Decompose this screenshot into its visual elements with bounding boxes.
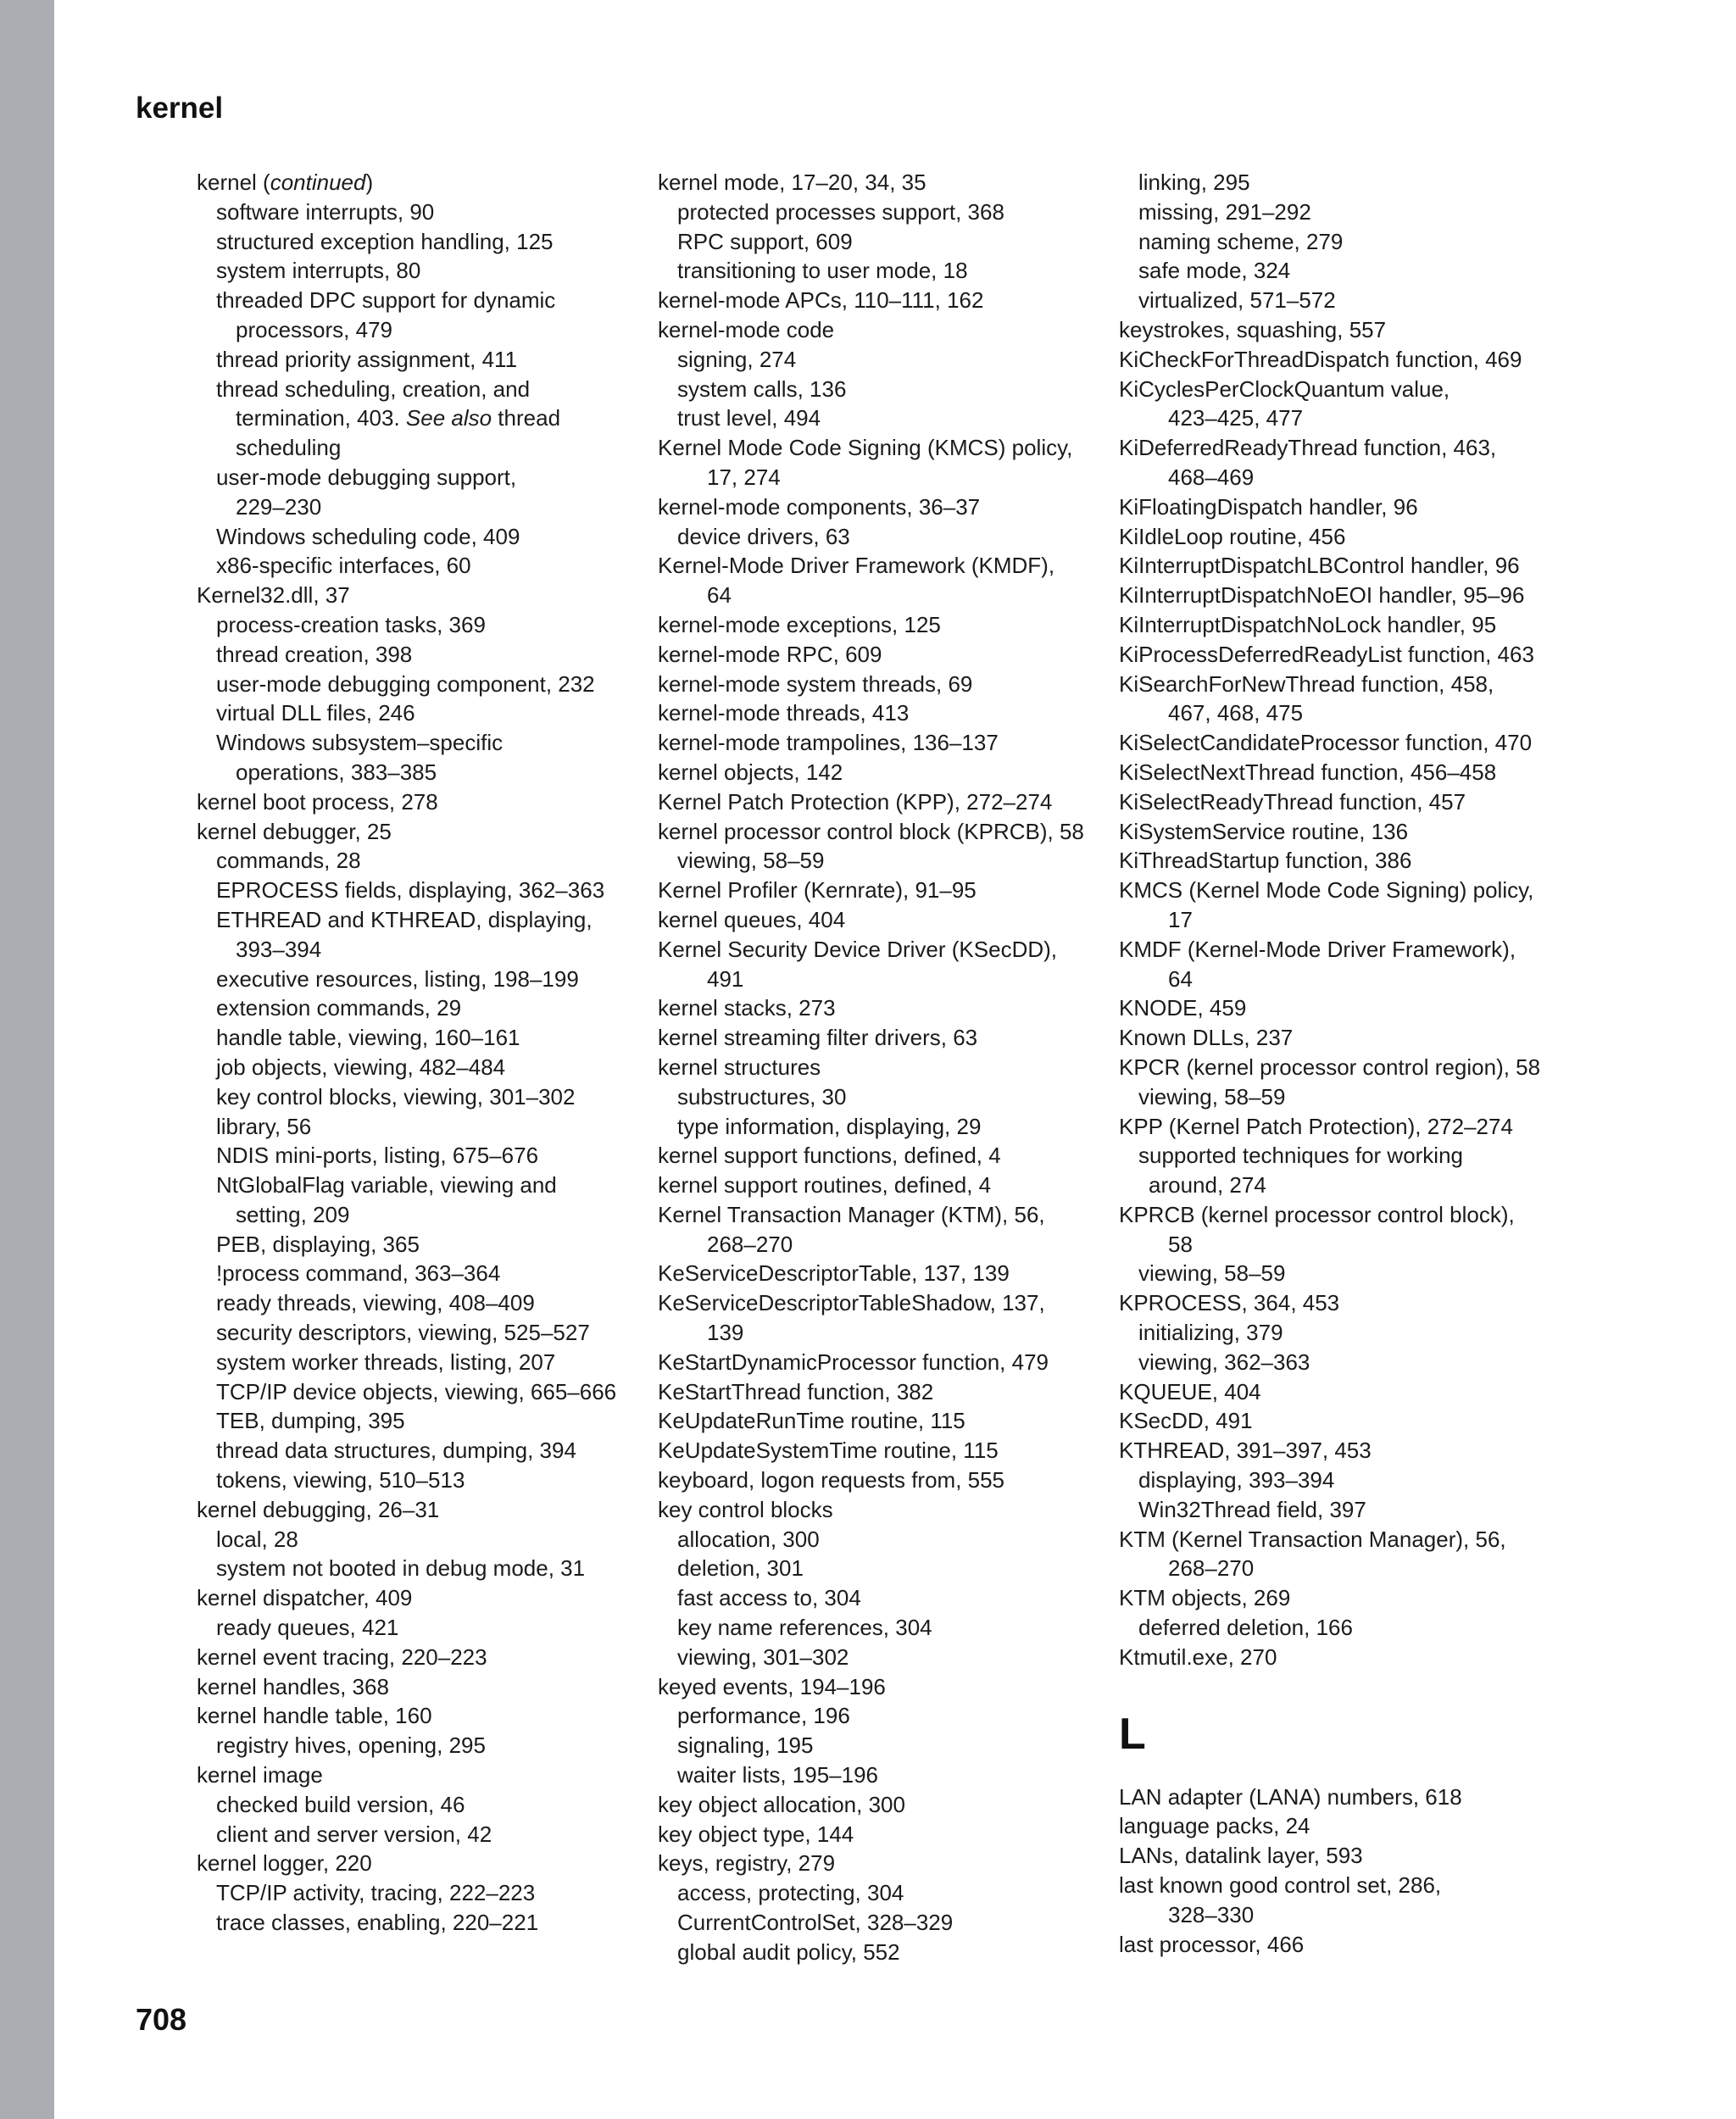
- index-subentry: supported techniques for working: [1138, 1143, 1464, 1169]
- index-entry: Kernel32.dll, 37: [197, 582, 350, 609]
- index-subentry: substructures, 30: [677, 1083, 847, 1110]
- index-entry: kernel handle table, 160: [197, 1703, 432, 1729]
- index-entry: KPROCESS, 364, 453: [1119, 1290, 1340, 1316]
- index-entry: kernel handles, 368: [197, 1673, 389, 1699]
- index-subentry: ready queues, 421: [216, 1615, 399, 1641]
- index-entry: last processor, 466: [1119, 1931, 1305, 1957]
- index-column-3: [1119, 168, 1560, 1959]
- index-entry: KeUpdateRunTime routine, 115: [658, 1408, 965, 1434]
- index-subentry: viewing, 58–59: [1138, 1260, 1286, 1287]
- index-subentry: NDIS mini-ports, listing, 675–676: [216, 1143, 539, 1169]
- index-subentry: NtGlobalFlag variable, viewing and: [216, 1172, 557, 1199]
- index-subentry: PEB, displaying, 365: [216, 1231, 420, 1257]
- index-continuation: 229–230: [236, 493, 322, 520]
- index-subentry: client and server version, 42: [216, 1821, 492, 1847]
- index-entry: LANs, datalink layer, 593: [1119, 1843, 1363, 1869]
- index-entry: kernel image: [197, 1762, 323, 1788]
- index-entry: language packs, 24: [1119, 1813, 1310, 1839]
- index-subentry: system calls, 136: [677, 375, 847, 402]
- index-subentry: key control blocks, viewing, 301–302: [216, 1083, 576, 1110]
- index-entry: keyboard, logon requests from, 555: [658, 1467, 1005, 1493]
- index-entry: KiSelectReadyThread function, 457: [1119, 788, 1466, 815]
- index-entry: kernel debugging, 26–31: [197, 1496, 440, 1522]
- index-subentry: EPROCESS fields, displaying, 362–363: [216, 877, 605, 904]
- index-entry: KiSelectCandidateProcessor function, 470: [1119, 730, 1533, 756]
- index-entry: kernel queues, 404: [658, 906, 846, 932]
- index-subentry: user-mode debugging component, 232: [216, 670, 595, 697]
- index-continuation: 64: [707, 582, 732, 609]
- index-column-2: [658, 168, 1099, 1967]
- index-subentry: structured exception handling, 125: [216, 228, 554, 254]
- index-subentry: ready threads, viewing, 408–409: [216, 1290, 535, 1316]
- index-subentry: viewing, 362–363: [1138, 1349, 1310, 1375]
- index-entry: kernel-mode threads, 413: [658, 700, 910, 726]
- index-entry: KTM objects, 269: [1119, 1585, 1291, 1611]
- index-entry: keyed events, 194–196: [658, 1673, 886, 1699]
- index-subentry: trust level, 494: [677, 405, 821, 431]
- index-subentry: commands, 28: [216, 848, 361, 874]
- index-entry: KiDeferredReadyThread function, 463,: [1119, 435, 1497, 461]
- index-entry: KPCR (kernel processor control region), 58: [1119, 1054, 1541, 1080]
- index-subentry: trace classes, enabling, 220–221: [216, 1910, 539, 1936]
- index-subentry: CurrentControlSet, 328–329: [677, 1910, 954, 1936]
- index-entry: kernel-mode components, 36–37: [658, 493, 981, 520]
- index-entry: Kernel Mode Code Signing (KMCS) policy,: [658, 435, 1073, 461]
- index-continuation: 268–270: [1168, 1555, 1255, 1582]
- index-entry: KPRCB (kernel processor control block),: [1119, 1201, 1515, 1227]
- index-subentry: tokens, viewing, 510–513: [216, 1467, 465, 1493]
- index-subentry: safe mode, 324: [1138, 258, 1291, 284]
- index-continuation: 58: [1168, 1231, 1193, 1257]
- index-entry: kernel stacks, 273: [658, 995, 836, 1021]
- index-subentry: deferred deletion, 166: [1138, 1615, 1353, 1641]
- running-head: kernel: [136, 92, 224, 125]
- index-entry: KeStartThread function, 382: [658, 1378, 934, 1404]
- index-subentry: system interrupts, 80: [216, 258, 421, 284]
- index-entry: KPP (Kernel Patch Protection), 272–274: [1119, 1113, 1513, 1139]
- index-entry: kernel boot process, 278: [197, 788, 438, 815]
- index-entry: kernel-mode trampolines, 136–137: [658, 730, 999, 756]
- index-entry: KTM (Kernel Transaction Manager), 56,: [1119, 1526, 1506, 1552]
- index-entry: KiProcessDeferredReadyList function, 463: [1119, 641, 1534, 667]
- index-subentry: software interrupts, 90: [216, 198, 435, 225]
- index-subentry: TCP/IP activity, tracing, 222–223: [216, 1880, 536, 1906]
- index-entry: Kernel Patch Protection (KPP), 272–274: [658, 788, 1053, 815]
- index-entry: kernel-mode exceptions, 125: [658, 611, 941, 637]
- index-entry: KiIdleLoop routine, 456: [1119, 523, 1346, 549]
- index-subentry: executive resources, listing, 198–199: [216, 965, 579, 992]
- index-entry: KiCheckForThreadDispatch function, 469: [1119, 346, 1522, 372]
- index-subentry: naming scheme, 279: [1138, 228, 1344, 254]
- index-subentry: system not booted in debug mode, 31: [216, 1555, 586, 1582]
- index-subentry: Windows subsystem–specific: [216, 730, 504, 756]
- index-subentry: x86-specific interfaces, 60: [216, 553, 471, 579]
- index-continuation: termination, 403. See also thread: [236, 405, 561, 431]
- index-continuation: around, 274: [1149, 1172, 1266, 1199]
- index-column-3-k-entries: [1119, 168, 1560, 1672]
- index-entry: kernel support routines, defined, 4: [658, 1172, 992, 1199]
- index-continuation: 468–469: [1168, 464, 1255, 490]
- index-entry: KeStartDynamicProcessor function, 479: [658, 1349, 1049, 1375]
- index-entry: KTHREAD, 391–397, 453: [1119, 1438, 1372, 1464]
- index-entry: Kernel-Mode Driver Framework (KMDF),: [658, 553, 1055, 579]
- index-entry: kernel mode, 17–20, 34, 35: [658, 170, 926, 195]
- index-subentry: thread data structures, dumping, 394: [216, 1438, 576, 1464]
- index-continuation: processors, 479: [236, 316, 392, 342]
- index-continuation: 467, 468, 475: [1168, 700, 1304, 726]
- index-entry: KNODE, 459: [1119, 995, 1247, 1021]
- index-entry: KiInterruptDispatchLBControl handler, 96: [1119, 553, 1520, 579]
- index-entry: KiCyclesPerClockQuantum value,: [1119, 375, 1450, 402]
- index-subentry: signing, 274: [677, 346, 797, 372]
- index-entry: kernel-mode system threads, 69: [658, 670, 973, 697]
- index-continuation: 423–425, 477: [1168, 405, 1304, 431]
- index-subentry: device drivers, 63: [677, 523, 850, 549]
- index-entry: kernel processor control block (KPRCB), 58: [658, 818, 1084, 844]
- index-subentry: TCP/IP device objects, viewing, 665–666: [216, 1378, 617, 1404]
- index-subentry: access, protecting, 304: [677, 1880, 904, 1906]
- index-subentry: global audit policy, 552: [677, 1938, 900, 1965]
- index-subentry: local, 28: [216, 1526, 298, 1552]
- index-continuation: 17: [1168, 906, 1193, 932]
- letter-heading: L: [1119, 1709, 1146, 1759]
- index-entry: kernel structures: [658, 1054, 821, 1080]
- index-entry: KiSearchForNewThread function, 458,: [1119, 670, 1494, 697]
- index-subentry: Windows scheduling code, 409: [216, 523, 520, 549]
- index-continuation: 64: [1168, 965, 1193, 992]
- index-subentry: virtualized, 571–572: [1138, 287, 1336, 314]
- index-entry: kernel dispatcher, 409: [197, 1585, 413, 1611]
- index-continuation: 491: [707, 965, 744, 992]
- index-subentry: ETHREAD and KTHREAD, displaying,: [216, 906, 593, 932]
- index-entry: KQUEUE, 404: [1119, 1378, 1261, 1404]
- index-entry: kernel support functions, defined, 4: [658, 1143, 1001, 1169]
- index-subentry: displaying, 393–394: [1138, 1467, 1335, 1493]
- index-subentry: thread creation, 398: [216, 641, 413, 667]
- index-entry: kernel objects, 142: [658, 759, 843, 785]
- index-subentry: fast access to, 304: [677, 1585, 861, 1611]
- index-subentry: viewing, 58–59: [677, 848, 825, 874]
- index-entry: KMCS (Kernel Mode Code Signing) policy,: [1119, 877, 1534, 904]
- index-subentry: user-mode debugging support,: [216, 464, 517, 490]
- index-column-3-l-entries: [1119, 1783, 1560, 1960]
- index-entry: KiThreadStartup function, 386: [1119, 848, 1412, 874]
- index-subentry: process-creation tasks, 369: [216, 611, 486, 637]
- index-subentry: !process command, 363–364: [216, 1260, 501, 1287]
- index-subentry: thread scheduling, creation, and: [216, 375, 531, 402]
- index-continuation: 268–270: [707, 1231, 793, 1257]
- index-entry: keystrokes, squashing, 557: [1119, 316, 1387, 342]
- index-subentry: virtual DLL files, 246: [216, 700, 415, 726]
- index-subentry: type information, displaying, 29: [677, 1113, 982, 1139]
- index-subentry: Win32Thread field, 397: [1138, 1496, 1366, 1522]
- index-subentry: key name references, 304: [677, 1615, 932, 1641]
- index-subentry: waiter lists, 195–196: [677, 1762, 879, 1788]
- index-subentry: registry hives, opening, 295: [216, 1732, 486, 1759]
- index-subentry: checked build version, 46: [216, 1791, 465, 1817]
- index-subentry: signaling, 195: [677, 1732, 814, 1759]
- index-entry: kernel-mode code: [658, 316, 835, 342]
- index-subentry: security descriptors, viewing, 525–527: [216, 1320, 590, 1346]
- index-subentry: protected processes support, 368: [677, 198, 1004, 225]
- index-column-1: [197, 168, 637, 1938]
- index-subentry: RPC support, 609: [677, 228, 853, 254]
- index-entry: last known good control set, 286,: [1119, 1872, 1442, 1899]
- index-entry: keys, registry, 279: [658, 1850, 836, 1877]
- index-subentry: library, 56: [216, 1113, 312, 1139]
- index-entry: key control blocks: [658, 1496, 833, 1522]
- index-subentry: TEB, dumping, 395: [216, 1408, 405, 1434]
- index-entry: key object type, 144: [658, 1821, 854, 1847]
- index-subentry: linking, 295: [1138, 170, 1250, 195]
- index-entry: KSecDD, 491: [1119, 1408, 1253, 1434]
- index-continuation: 328–330: [1168, 1901, 1255, 1927]
- index-subentry: allocation, 300: [677, 1526, 820, 1552]
- index-subentry: transitioning to user mode, 18: [677, 258, 968, 284]
- index-subentry: job objects, viewing, 482–484: [216, 1054, 506, 1080]
- index-entry: KiFloatingDispatch handler, 96: [1119, 493, 1418, 520]
- index-continuation: 139: [707, 1320, 744, 1346]
- index-continuation: 17, 274: [707, 464, 781, 490]
- index-entry: KeServiceDescriptorTableShadow, 137,: [658, 1290, 1045, 1316]
- index-entry: LAN adapter (LANA) numbers, 618: [1119, 1783, 1462, 1810]
- index-entry: KeUpdateSystemTime routine, 115: [658, 1438, 999, 1464]
- index-continuation: operations, 383–385: [236, 759, 437, 785]
- index-entry: kernel-mode APCs, 110–111, 162: [658, 287, 984, 314]
- index-subentry: system worker threads, listing, 207: [216, 1349, 556, 1375]
- index-continuation: 393–394: [236, 936, 322, 962]
- index-entry: Kernel Security Device Driver (KSecDD),: [658, 936, 1058, 962]
- index-entry: kernel debugger, 25: [197, 818, 392, 844]
- index-entry: kernel event tracing, 220–223: [197, 1643, 487, 1670]
- index-subentry: performance, 196: [677, 1703, 850, 1729]
- index-subentry: viewing, 58–59: [1138, 1083, 1286, 1110]
- index-entry: KiInterruptDispatchNoEOI handler, 95–96: [1119, 582, 1525, 609]
- index-entry: kernel (continued): [197, 170, 374, 195]
- index-entry: KiInterruptDispatchNoLock handler, 95: [1119, 611, 1497, 637]
- index-entry: KiSelectNextThread function, 456–458: [1119, 759, 1497, 785]
- index-entry: key object allocation, 300: [658, 1791, 905, 1817]
- index-entry: kernel streaming filter drivers, 63: [658, 1025, 978, 1051]
- index-entry: Known DLLs, 237: [1119, 1025, 1294, 1051]
- index-subentry: extension commands, 29: [216, 995, 462, 1021]
- index-entry: kernel-mode RPC, 609: [658, 641, 882, 667]
- index-subentry: missing, 291–292: [1138, 198, 1311, 225]
- index-entry: KeServiceDescriptorTable, 137, 139: [658, 1260, 1010, 1287]
- index-entry: KMDF (Kernel-Mode Driver Framework),: [1119, 936, 1516, 962]
- index-subentry: viewing, 301–302: [677, 1643, 849, 1670]
- index-entry: kernel logger, 220: [197, 1850, 372, 1877]
- page-edge-bar: [0, 0, 54, 2119]
- index-subentry: handle table, viewing, 160–161: [216, 1025, 520, 1051]
- index-subentry: thread priority assignment, 411: [216, 346, 518, 372]
- index-entry: Kernel Transaction Manager (KTM), 56,: [658, 1201, 1045, 1227]
- index-entry: Kernel Profiler (Kernrate), 91–95: [658, 877, 976, 904]
- page-number: 708: [136, 2002, 187, 2037]
- index-entry: KiSystemService routine, 136: [1119, 818, 1409, 844]
- index-continuation: scheduling: [236, 435, 342, 461]
- index-continuation: setting, 209: [236, 1201, 350, 1227]
- index-subentry: threaded DPC support for dynamic: [216, 287, 556, 314]
- index-entry: Ktmutil.exe, 270: [1119, 1643, 1277, 1670]
- index-subentry: initializing, 379: [1138, 1320, 1283, 1346]
- index-subentry: deletion, 301: [677, 1555, 804, 1582]
